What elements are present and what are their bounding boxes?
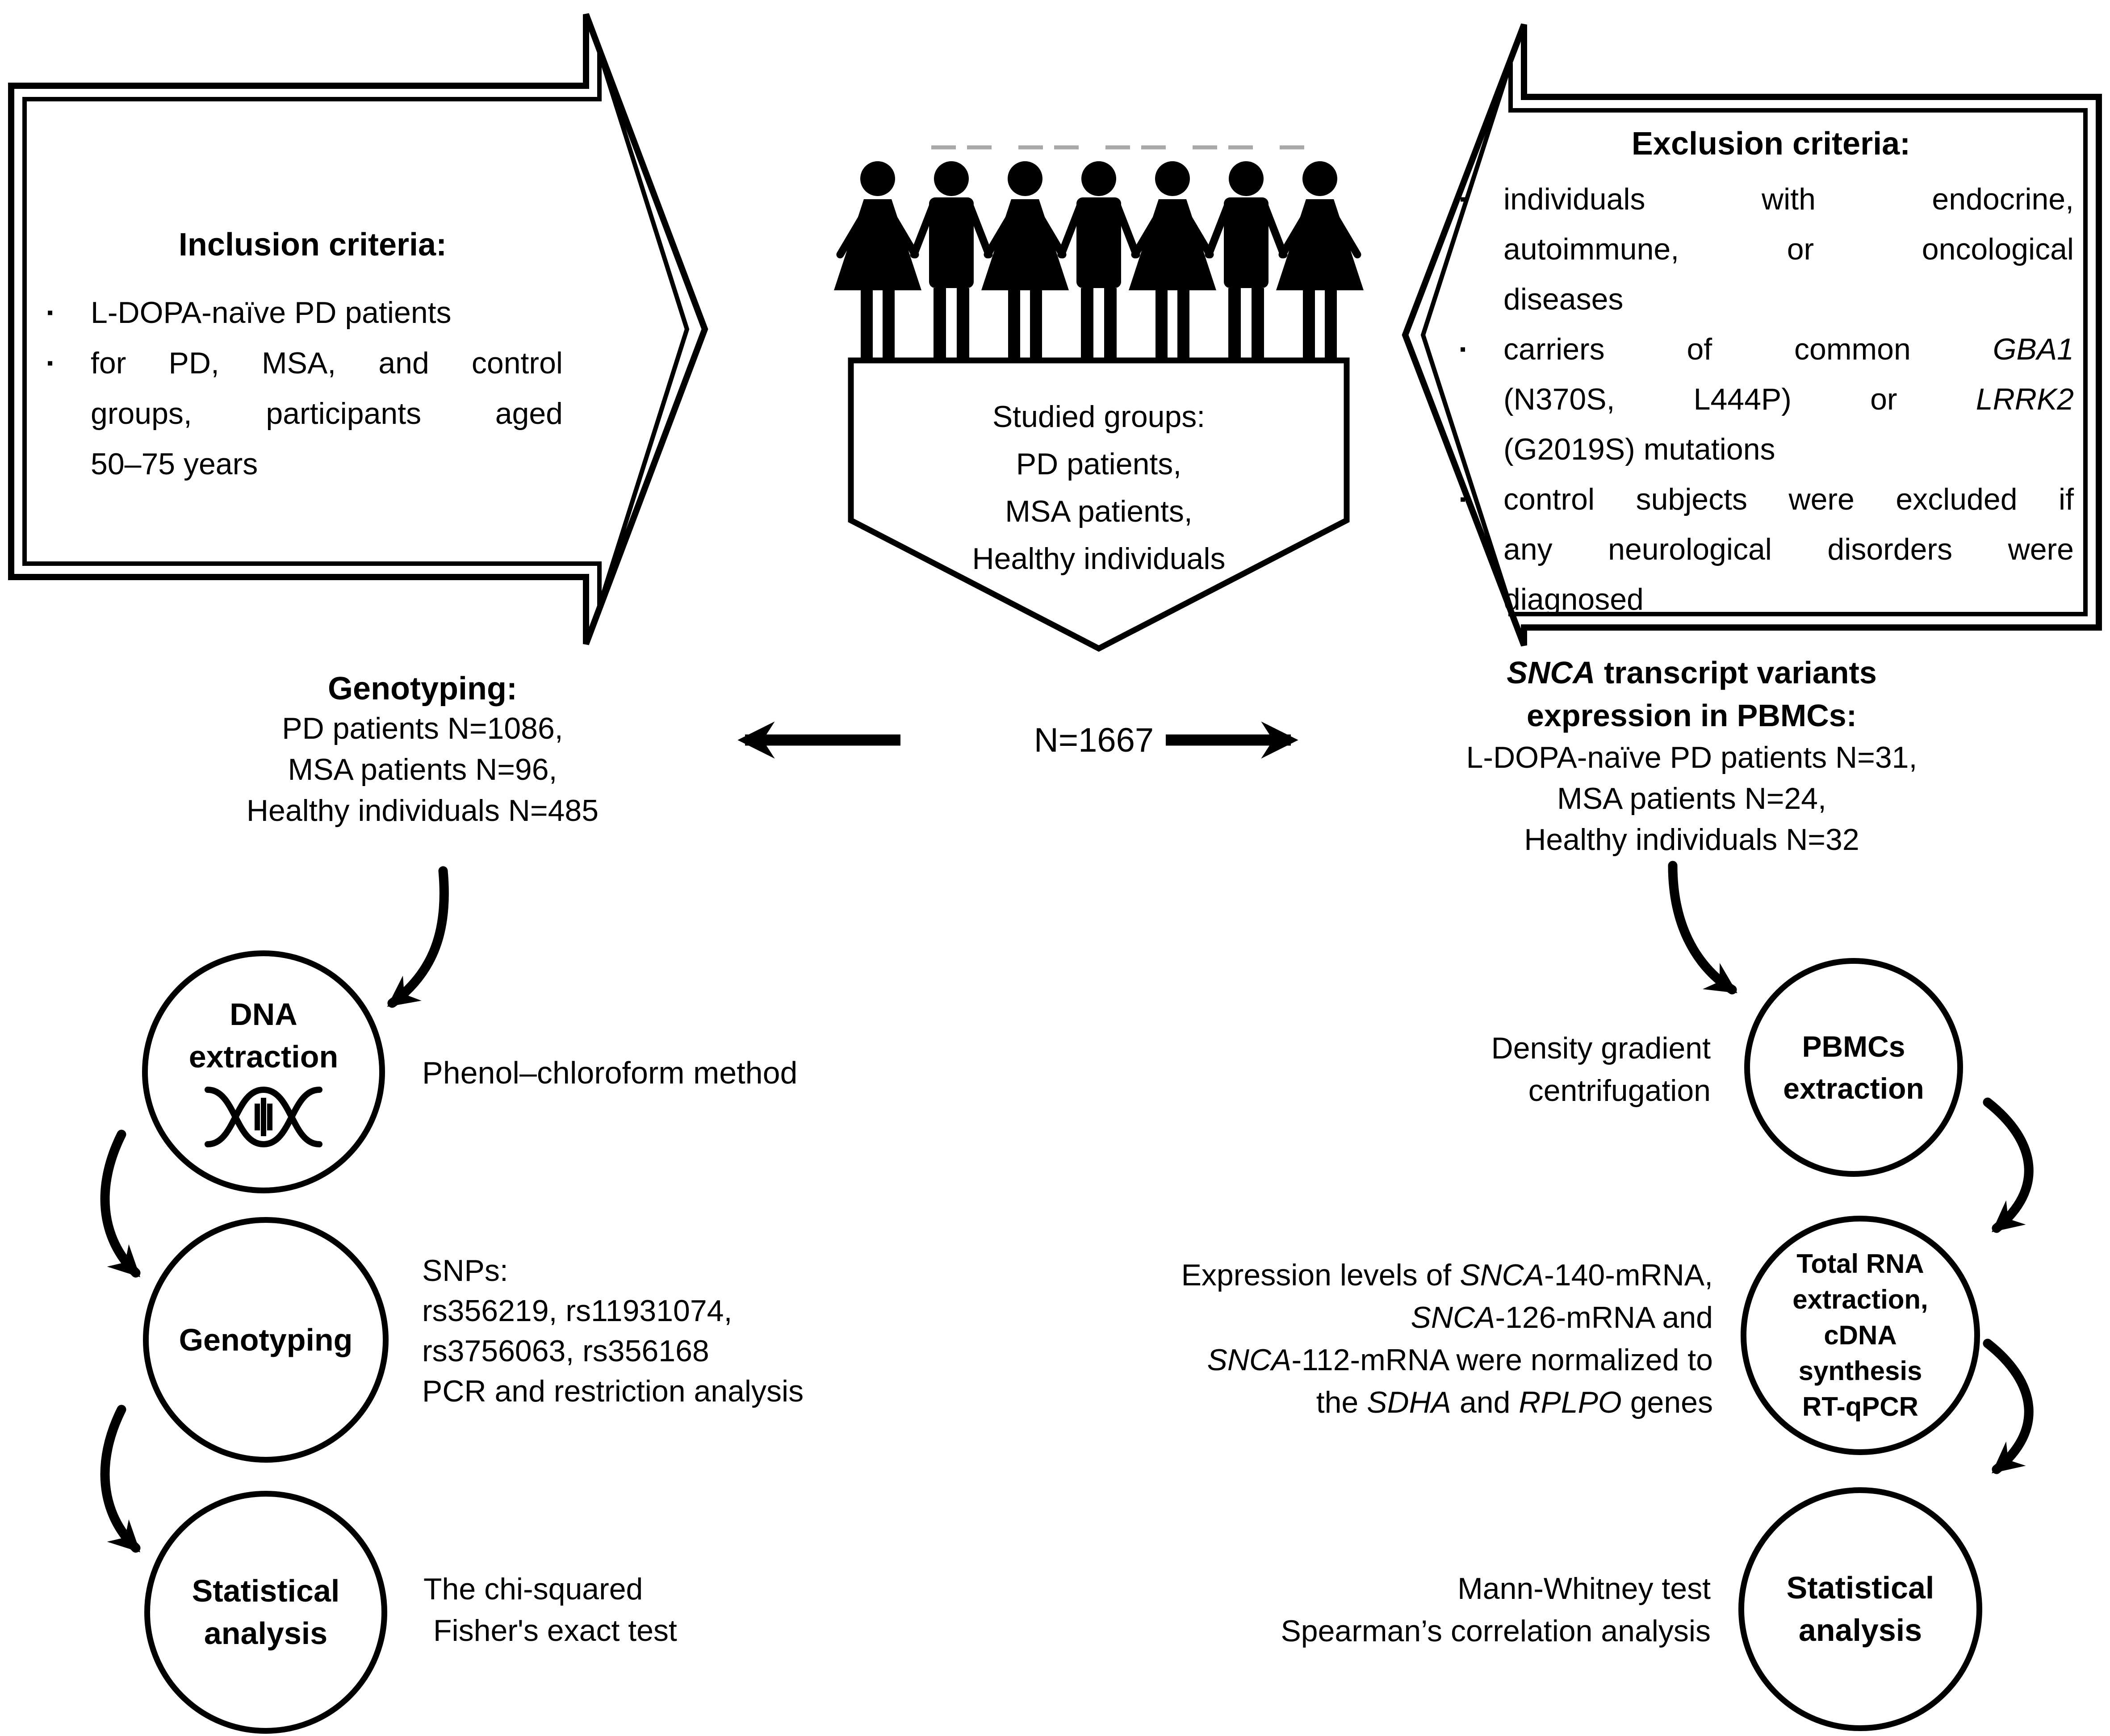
person-female-icon — [981, 161, 1069, 360]
person-female-icon — [1276, 161, 1364, 360]
bullet-text: carriers of common GBA1 (N370S, L444P) or LRRK2 (G2019S) mutations — [1503, 332, 2074, 466]
text-line: Mann-Whitney test — [1457, 1572, 1711, 1606]
bullet-marker-icon: ▪ — [47, 353, 54, 373]
circle-label-line: DNA — [230, 997, 297, 1032]
person-female-icon — [834, 161, 921, 360]
dna-extraction-circle — [142, 950, 385, 1193]
circle-label-line: RT-qPCR — [1802, 1392, 1918, 1422]
circle-label-line: PBMCs — [1802, 1030, 1905, 1063]
expression-branch-header — [1414, 651, 1970, 860]
arrow-pbmcs-to-rna-circle — [1988, 1102, 2029, 1228]
rna-processing-note — [1001, 1254, 1713, 1424]
rna-processing-circle — [1741, 1216, 1980, 1455]
bullet-item — [1460, 174, 2074, 324]
text-line: Expression levels of SNCA-140-mRNA, — [1181, 1258, 1713, 1292]
text-line: PD patients N=1086, — [282, 711, 563, 745]
statistics-note-right — [1126, 1568, 1711, 1652]
text-line: Healthy individuals N=485 — [246, 794, 599, 828]
person-male-icon — [1209, 161, 1284, 360]
bullet-item — [47, 288, 563, 338]
bullet-item — [1460, 474, 2074, 624]
text-line: rs356219, rs11931074, — [422, 1294, 733, 1328]
circle-label-line: synthesis — [1798, 1356, 1922, 1386]
dna-extraction-note: Phenol–chloroform method — [422, 1055, 798, 1090]
person-female-icon — [1129, 161, 1216, 360]
text-line: L-DOPA-naïve PD patients N=31, — [1466, 740, 1917, 774]
text-line: centrifugation — [1528, 1074, 1711, 1108]
text-line: Studied groups: — [992, 400, 1206, 434]
arrow-rna-to-statistics-circle — [1988, 1343, 2029, 1469]
genotyping-note — [422, 1251, 1047, 1411]
statistical-analysis-circle-left — [144, 1491, 387, 1734]
expression-branch-title-line: SNCA transcript variants — [1507, 655, 1877, 690]
bullet-marker-icon: ▪ — [1460, 189, 1466, 209]
text-line: PD patients, — [1016, 447, 1182, 481]
genotyping-circle — [143, 1217, 389, 1463]
text-line: MSA patients N=96, — [288, 753, 557, 786]
text-line: Healthy individuals N=32 — [1524, 823, 1859, 857]
text-line: MSA patients, — [1005, 494, 1193, 528]
text-line: rs3756063, rs356168 — [422, 1334, 709, 1368]
circle-label-line: Total RNA — [1796, 1249, 1924, 1279]
bullet-marker-icon: ▪ — [1460, 339, 1466, 359]
bullet-text: individuals with endocrine, autoimmune, or oncological diseases — [1503, 182, 2074, 316]
bullet-text: L-DOPA-naïve PD patients — [91, 296, 452, 330]
genotyping-branch-counts — [150, 708, 695, 831]
text-line: SNCA-126-mRNA and — [1411, 1301, 1713, 1334]
arrow-expression-text-to-pbmcs-circle — [1673, 866, 1732, 990]
exclusion-bullets — [1460, 174, 2074, 624]
dna-helix-icon — [203, 1083, 324, 1150]
exclusion-title: Exclusion criteria: — [1631, 126, 1911, 162]
pbmcs-extraction-note — [1295, 1027, 1711, 1112]
arrow-dna-to-genotyping-circle — [105, 1134, 136, 1273]
text-line: MSA patients N=24, — [1557, 782, 1826, 816]
arrow-genotyping-to-statistics-circle — [105, 1410, 136, 1548]
people-group-icon — [834, 161, 1364, 360]
bullet-item — [47, 338, 563, 489]
circle-label-line: Genotyping — [179, 1322, 353, 1357]
bullet-text: for PD, MSA, and control groups, participants aged 50–75 years — [91, 346, 563, 481]
circle-label-line: extraction — [1783, 1072, 1924, 1105]
total-cohort-count: N=1667 — [1034, 721, 1154, 759]
text-line: PCR and restriction analysis — [422, 1374, 804, 1408]
bullet-marker-icon: ▪ — [47, 303, 54, 322]
person-male-icon — [914, 161, 989, 360]
genotyping-branch-title: Genotyping: — [328, 671, 517, 707]
inclusion-bullets — [47, 288, 563, 489]
arrow-genotyping-text-to-dna-circle — [392, 871, 444, 1003]
statistics-note-left — [423, 1569, 959, 1652]
text-line: Density gradient — [1491, 1031, 1711, 1065]
bullet-text: control subjects were excluded if any neurological disorders were diagnosed — [1503, 482, 2074, 616]
circle-label-line: extraction — [188, 1039, 339, 1074]
studied-groups-text — [862, 393, 1335, 582]
circle-label-line: Statistical — [192, 1573, 340, 1608]
text-line: the SDHA and RPLPO genes — [1316, 1385, 1713, 1419]
circle-label-line: analysis — [204, 1616, 328, 1651]
circle-label-line: analysis — [1798, 1613, 1922, 1648]
circle-label-line: Statistical — [1786, 1570, 1934, 1605]
text-line: SNPs: — [422, 1254, 508, 1288]
statistical-analysis-circle-right — [1738, 1487, 1982, 1731]
circle-label-line: extraction, — [1792, 1284, 1928, 1314]
text-line: SNCA-112-mRNA were normalized to — [1207, 1343, 1713, 1377]
text-line: The chi-squared — [423, 1572, 643, 1606]
circle-label-line: cDNA — [1824, 1320, 1897, 1350]
text-line: Healthy individuals — [972, 542, 1226, 576]
text-line: Spearman’s correlation analysis — [1281, 1614, 1711, 1648]
bullet-item — [1460, 324, 2074, 474]
bullet-marker-icon: ▪ — [1460, 489, 1466, 509]
person-male-icon — [1061, 161, 1136, 360]
text-line: Fisher's exact test — [433, 1614, 677, 1648]
inclusion-title: Inclusion criteria: — [178, 227, 447, 263]
pbmcs-extraction-circle — [1744, 958, 1963, 1177]
expression-branch-title-line: expression in PBMCs: — [1526, 698, 1857, 733]
